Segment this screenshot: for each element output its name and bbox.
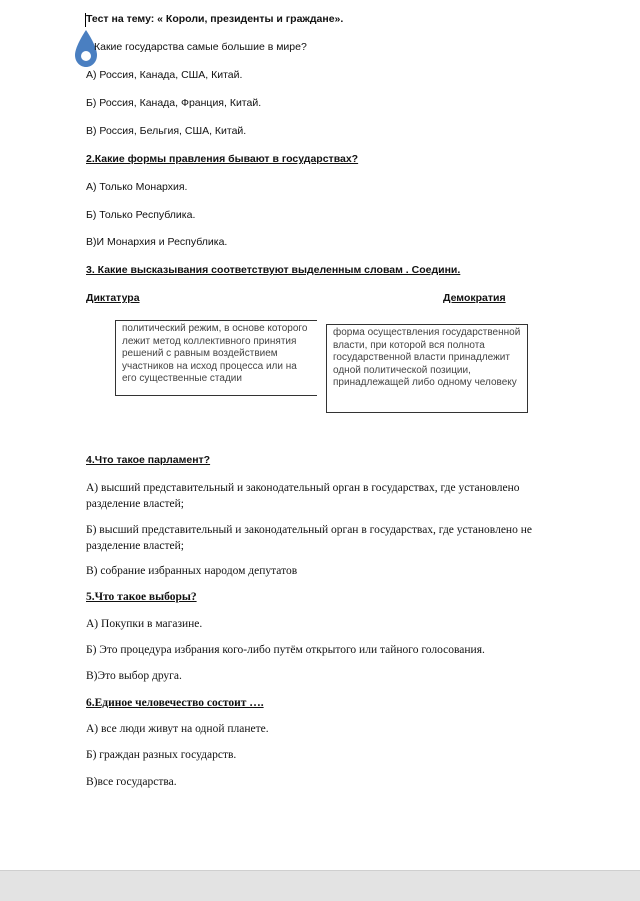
- q2-option-a: А) Только Монархия.: [86, 181, 188, 193]
- q5-option-a: А) Покупки в магазине.: [86, 618, 203, 630]
- q1-option-b: Б) Россия, Канада, Франция, Китай.: [86, 97, 262, 109]
- q1-option-a: А) Россия, Канада, США, Китай.: [86, 69, 243, 81]
- q6-option-a: А) все люди живут на одной планете.: [86, 723, 269, 735]
- q4-option-c: В) собрание избранных народом депутатов: [86, 565, 298, 577]
- q5-question: 5.Что такое выборы?: [86, 591, 197, 603]
- document-title: Тест на тему: « Короли, президенты и граждане».: [86, 13, 344, 25]
- q6-option-b: Б) граждан разных государств.: [86, 749, 237, 761]
- q3-definition-box-left[interactable]: политический режим, в основе которого лежит метод коллективного принятия решений с равным воздействием участников на исход процесса или на его существенные стадии: [115, 320, 317, 396]
- q6-question: 6.Единое человечество состоит ….: [86, 697, 264, 709]
- q5-option-c: В)Это выбор друга.: [86, 670, 182, 682]
- bottom-status-bar: [0, 870, 640, 901]
- q1-question: Какие государства самые большие в мире?: [94, 41, 307, 53]
- q3-question: 3. Какие высказывания соответствуют выделенным словам . Соедини.: [86, 264, 461, 276]
- q2-question: 2.Какие формы правления бывают в государствах?: [86, 153, 359, 165]
- q2-option-c: В)И Монархия и Республика.: [86, 236, 228, 248]
- q4-question: 4.Что такое парламент?: [86, 454, 211, 466]
- q1-option-c: В) Россия, Бельгия, США, Китай.: [86, 125, 247, 137]
- q5-option-b: Б) Это процедура избрания кого-либо путём открытого или тайного голосования.: [86, 644, 485, 656]
- q2-option-b: Б) Только Республика.: [86, 209, 196, 221]
- q3-right-term: Демократия: [443, 292, 506, 304]
- q3-left-term: Диктатура: [86, 292, 140, 304]
- q6-option-c: В)все государства.: [86, 776, 177, 788]
- q3-definition-box-right[interactable]: форма осуществления государственной власти, при которой вся полнота государственной власти принадлежит одной политической позиции, принадлежащей либо одному человеку: [326, 324, 528, 413]
- q4-option-a: А) высший представительный и законодательный орган в государствах, где установлено разделение властей;: [86, 482, 520, 510]
- q4-option-b: Б) высший представительный и законодательный орган в государствах, где установлено не разделение властей;: [86, 524, 532, 552]
